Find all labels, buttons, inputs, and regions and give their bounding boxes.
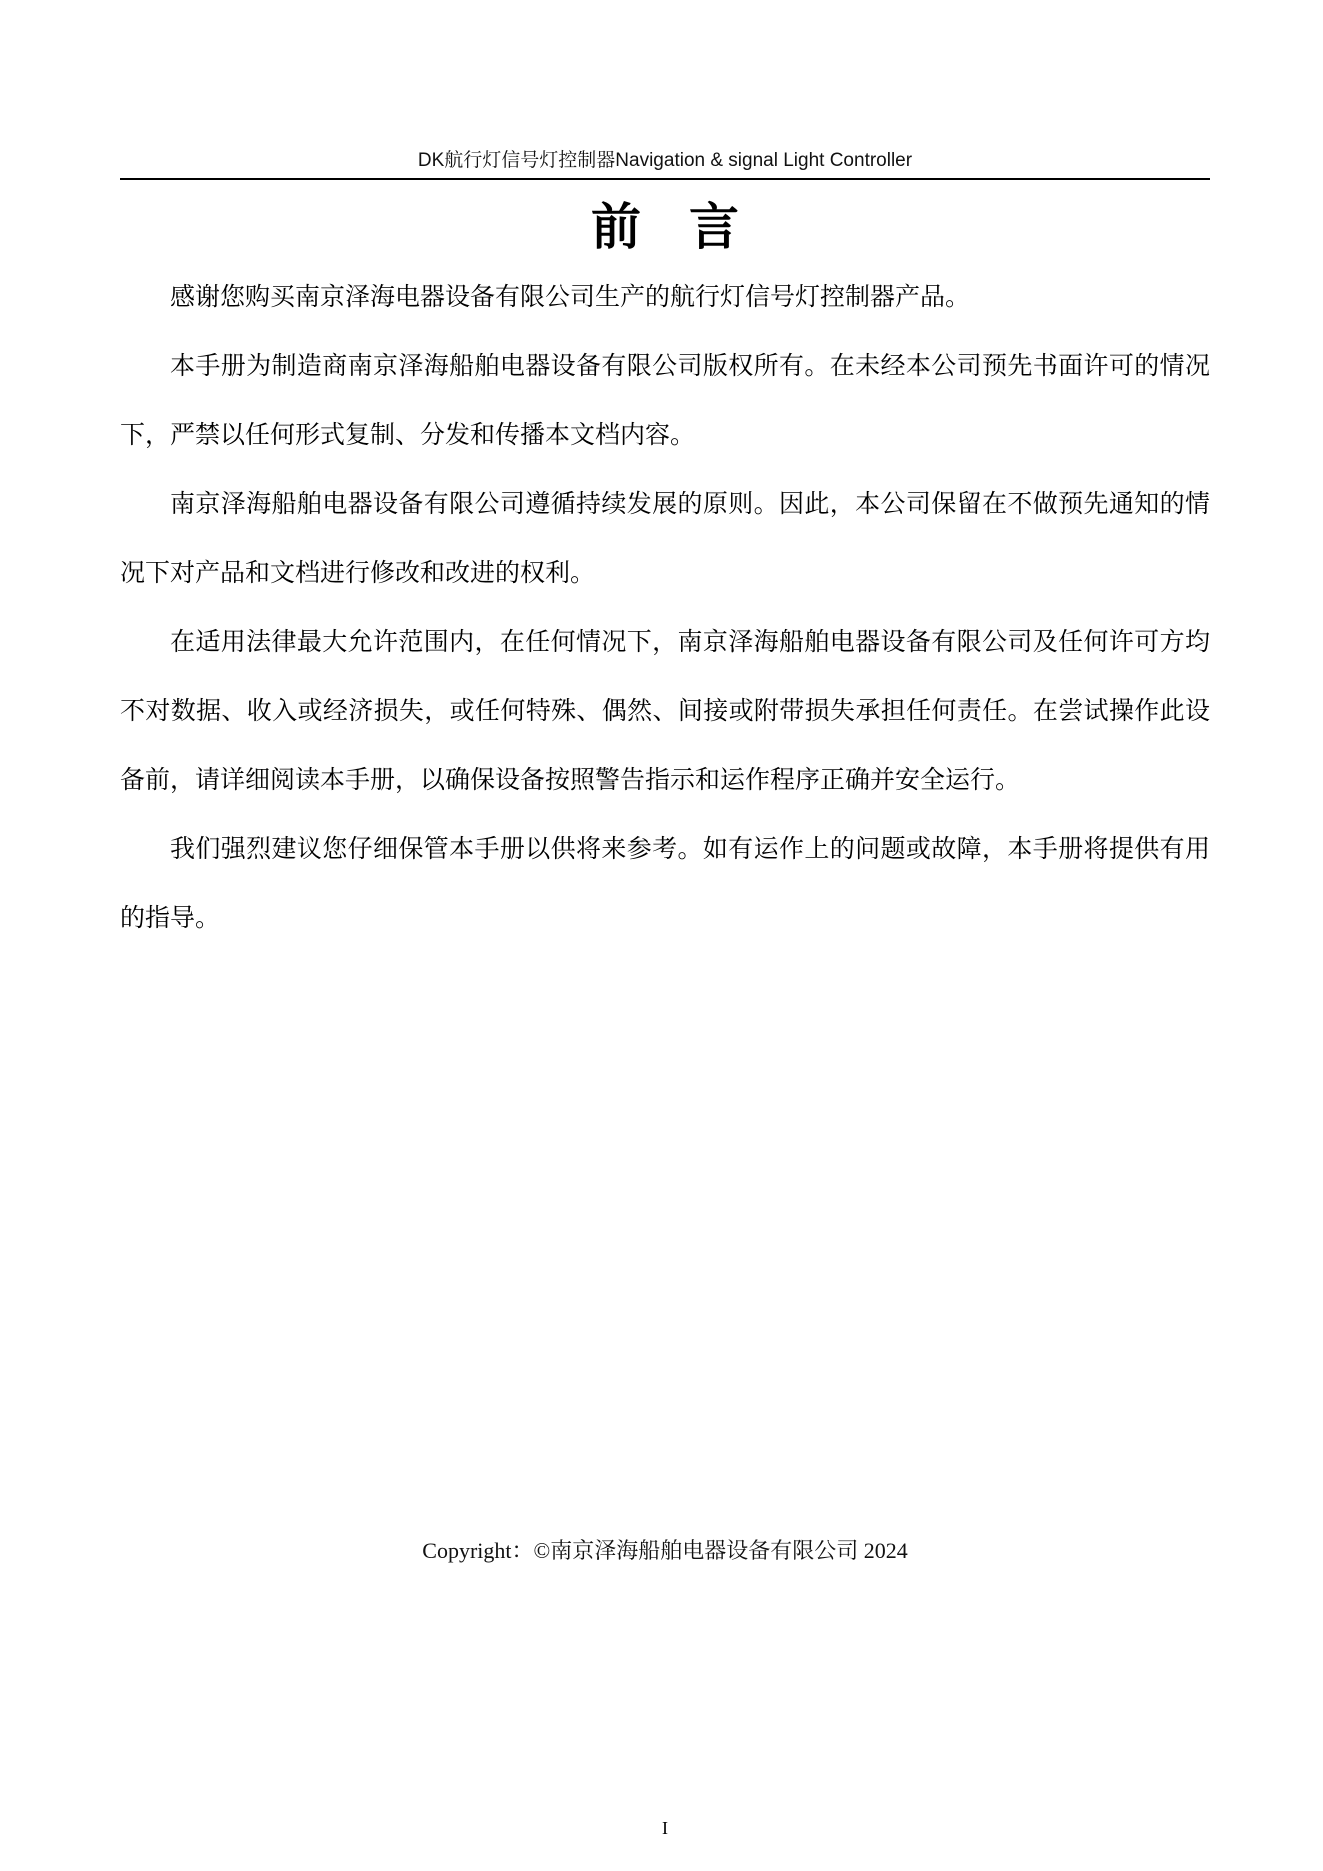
paragraph-thanks: 感谢您购买南京泽海电器设备有限公司生产的航行灯信号灯控制器产品。 bbox=[170, 282, 971, 311]
page-number: I bbox=[662, 1818, 668, 1838]
page-title: 前言 bbox=[591, 198, 787, 256]
preface-body bbox=[120, 262, 1210, 952]
running-header: DK航行灯信号灯控制器Navigation & signal Light Controller bbox=[417, 150, 913, 171]
header-divider bbox=[120, 178, 1210, 180]
paragraph-liability: 在适用法律最大允许范围内，在任何情况下，南京泽海船舶电器设备有限公司及任何许可方均不对数据、收入或经济损失，或任何特殊、偶然、间接或附带损失承担任何责任。在尝试操作此设备前，请详细阅读本手册，以确保设备按照警告指示和运作程序正确并安全运行。 bbox=[120, 627, 1210, 794]
paragraph-continuous-development: 南京泽海船舶电器设备有限公司遵循持续发展的原则。因此，本公司保留在不做预先通知的情况下对产品和文档进行修改和改进的权利。 bbox=[120, 489, 1210, 587]
copyright-footer: Copyright：©南京泽海船舶电器设备有限公司 2024 bbox=[422, 1538, 908, 1563]
paragraph-keep-manual: 我们强烈建议您仔细保管本手册以供将来参考。如有运作上的问题或故障，本手册将提供有用的指导。 bbox=[120, 834, 1210, 932]
paragraph-copyright-notice: 本手册为制造商南京泽海船舶电器设备有限公司版权所有。在未经本公司预先书面许可的情况下，严禁以任何形式复制、分发和传播本文档内容。 bbox=[120, 351, 1210, 449]
